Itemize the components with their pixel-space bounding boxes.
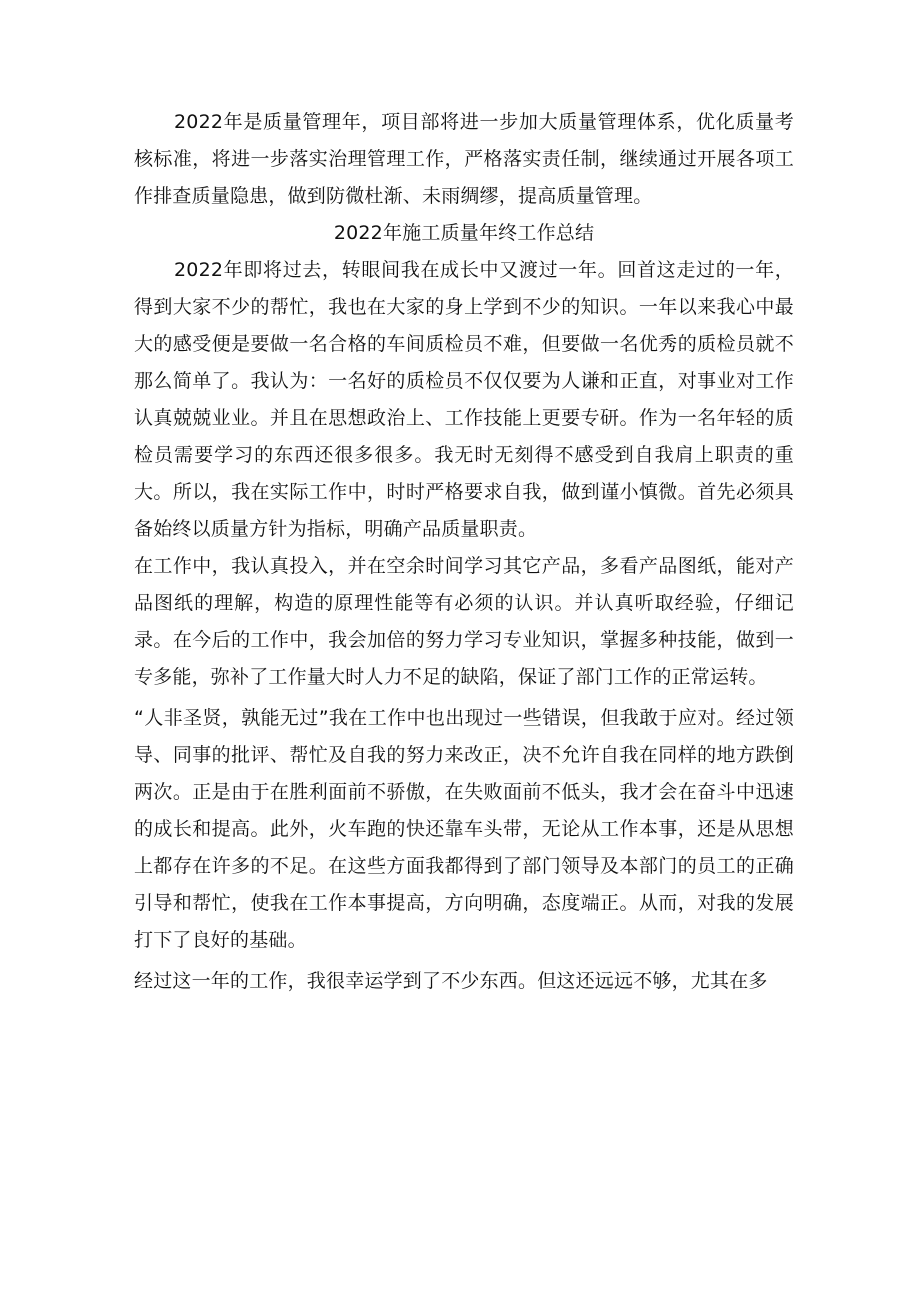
intro-paragraph: 2022年是质量管理年，项目部将进一步加大质量管理体系，优化质量考核标准，将进一步落实治理管理工作，严格落实责任制，继续通过开展各项工作排查质量隐患，做到防微杜渐、未雨绸缪，提高质量管理。 bbox=[134, 111, 794, 207]
document-body bbox=[134, 104, 794, 1000]
body-paragraph: 2022年即将过去，转眼间我在成长中又渡过一年。回首这走过的一年，得到大家不少的帮忙，我也在大家的身上学到不少的知识。一年以来我心中最大的感受便是要做一名合格的车间质检员不难，但要做一名优秀的质检员就不那么简单了。我认为：一名好的质检员不仅仅要为人谦和正直，对事业对工作认真兢兢业业。并且在思想政治上、工作技能上更要专研。作为一名年轻的质检员需要学习的东西还很多很多。我无时无刻得不感受到自我肩上职责的重大。所以，我在实际工作中，时时严格要求自我，做到谨小慎微。首先必须具备始终以质量方针为指标，明确产品质量职责。 bbox=[134, 259, 794, 540]
body-paragraph: “人非圣贤，孰能无过”我在工作中也出现过一些错误，但我敢于应对。经过领导、同事的批评、帮忙及自我的努力来改正，决不允许自我在同样的地方跌倒两次。正是由于在胜利面前不骄傲，在失败面前不低头，我才会在奋斗中迅速的成长和提高。此外，火车跑的快还靠车头带，无论从工作本事，还是从思想上都存在许多的不足。在这些方面我都得到了部门领导及本部门的员工的正确引导和帮忙，使我在工作本事提高，方向明确，态度端正。从而，对我的发展打下了良好的基础。 bbox=[134, 707, 794, 951]
body-paragraph: 经过这一年的工作，我很幸运学到了不少东西。但这还远远不够，尤其在多 bbox=[134, 970, 768, 992]
body-paragraph: 在工作中，我认真投入，并在空余时间学习其它产品，多看产品图纸，能对产品图纸的理解，构造的原理性能等有必须的认识。并认真听取经验，仔细记录。在今后的工作中，我会加倍的努力学习专业知识，掌握多种技能，做到一专多能，弥补了工作量大时人力不足的缺陷，保证了部门工作的正常运转。 bbox=[134, 555, 794, 688]
document-title: 2022年施工质量年终工作总结 bbox=[333, 222, 595, 244]
